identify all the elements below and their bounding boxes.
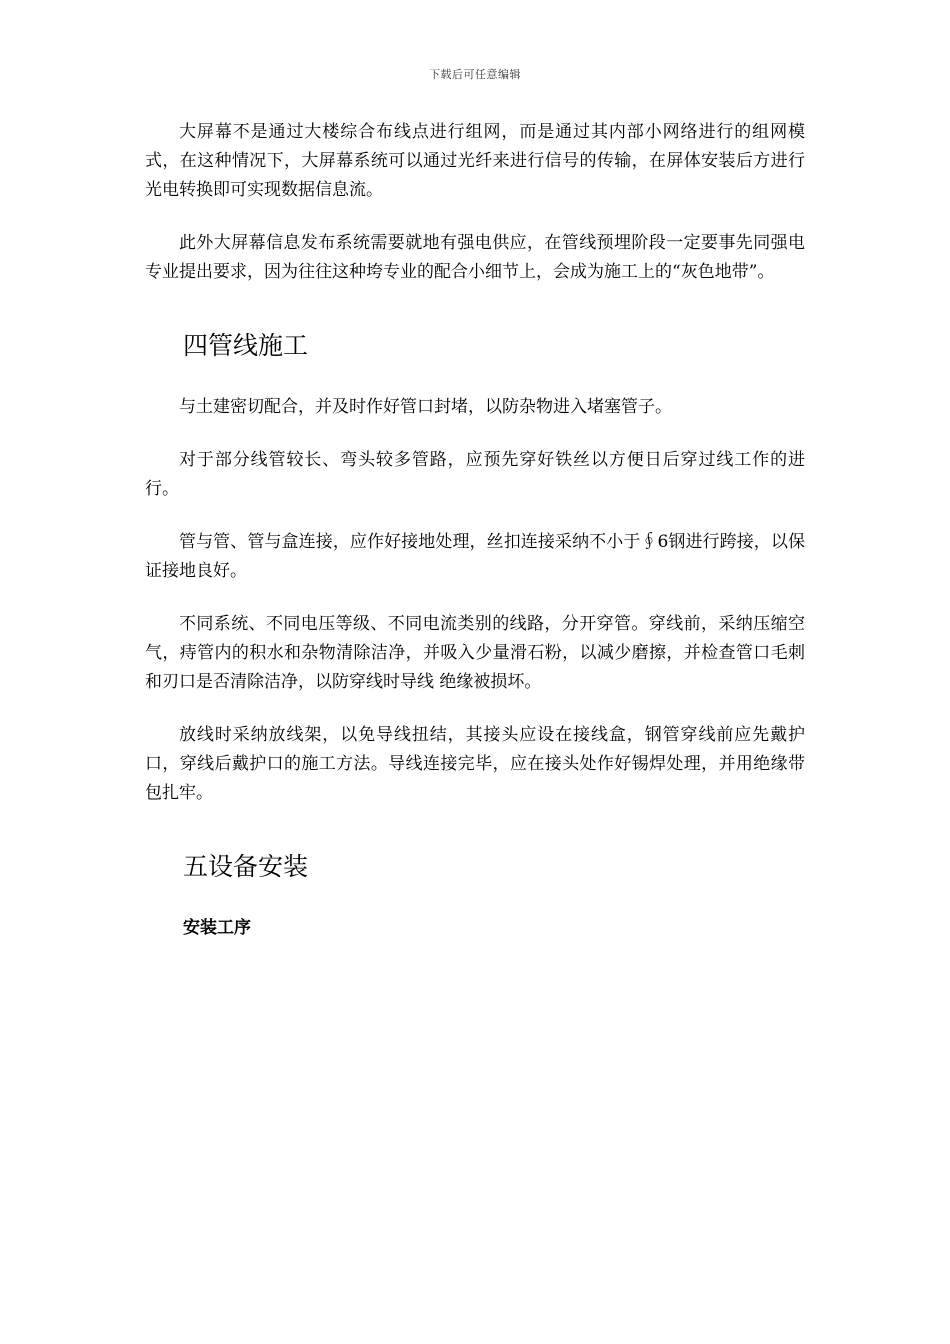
- paragraph: 与土建密切配合，并及时作好管口封堵，以防杂物进入堵塞管子。: [179, 397, 672, 417]
- header-note: 下载后可任意编辑: [429, 68, 521, 81]
- section-heading-4: 四管线施工: [183, 331, 309, 360]
- paragraph: 管与管、管与盒连接，应作好接地处理，丝扣连接采纳不小于∮6钢进行跨接，以保证接地良好。: [145, 532, 805, 581]
- paragraph: 不同系统、不同电压等级、不同电流类别的线路，分开穿管。穿线前，采纳压缩空气，痔管内的积水和杂物清除洁净，并吸入少量滑石粉，以减少磨擦，并检查管口毛刺和刃口是否清除洁净，以防穿线时导线 绝缘被损坏。: [145, 614, 805, 692]
- paragraph: 对于部分线管较长、弯头较多管路，应预先穿好铁丝以方便日后穿过线工作的进行。: [145, 450, 805, 499]
- paragraph: 放线时采纳放线架，以免导线扭结，其接头应设在接线盒，钢管穿线前应先戴护口，穿线后戴护口的施工方法。导线连接完毕，应在接头处作好锡焊处理，并用绝缘带包扎牢。: [145, 725, 805, 803]
- document-body: [145, 118, 805, 942]
- section-heading-5: 五设备安装: [183, 852, 309, 881]
- sub-heading: 安装工序: [183, 918, 251, 938]
- paragraph: 此外大屏幕信息发布系统需要就地有强电供应，在管线预埋阶段一定要事先同强电专业提出要求，因为往往这种垮专业的配合小细节上，会成为施工上的“灰色地带”。: [145, 233, 805, 282]
- paragraph: 大屏幕不是通过大楼综合布线点进行组网，而是通过其内部小网络进行的组网模式，在这种情况下，大屏幕系统可以通过光纤来进行信号的传输，在屏体安装后方进行光电转换即可实现数据信息流。: [145, 122, 805, 200]
